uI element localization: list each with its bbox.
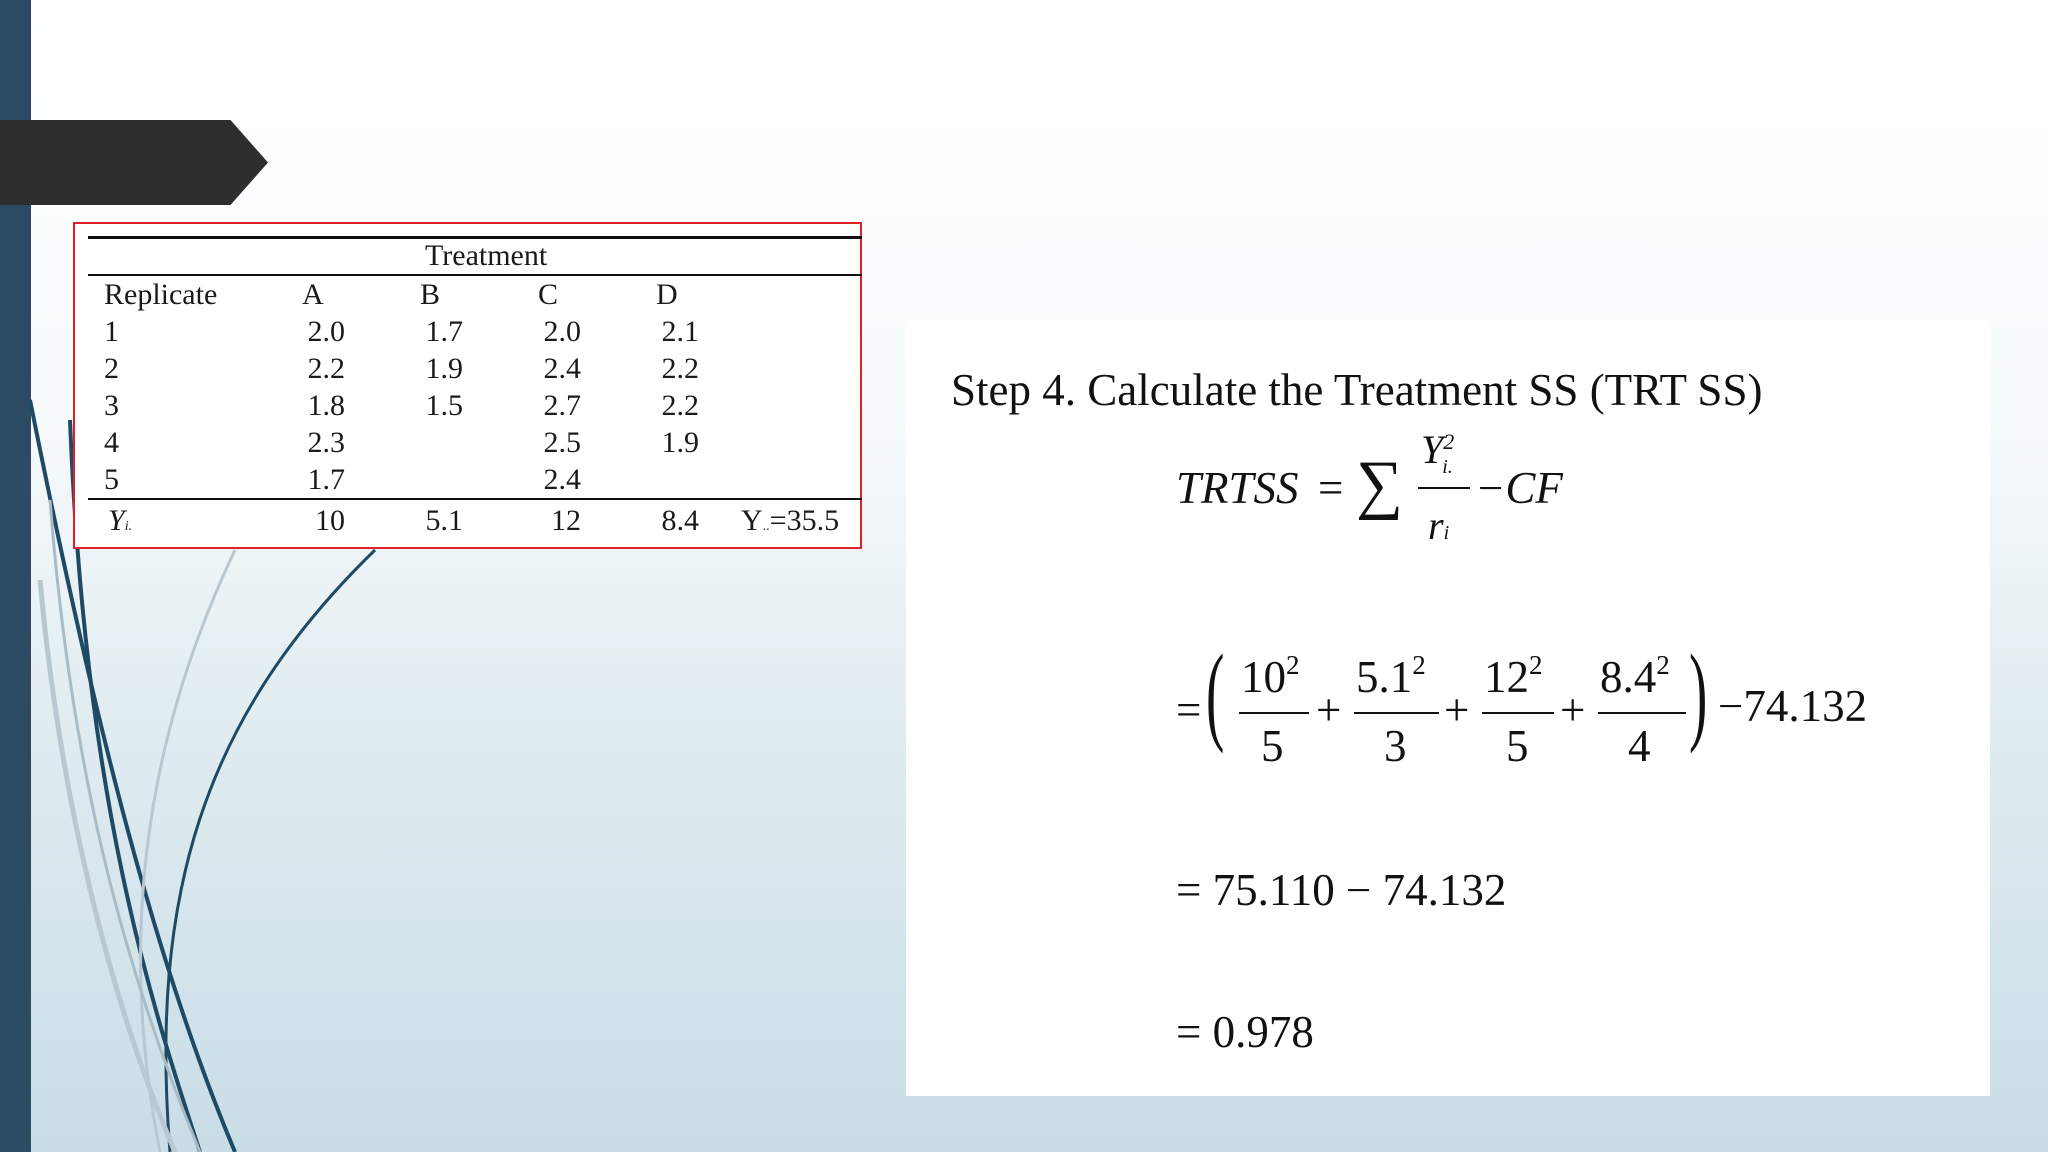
column-header-b: B [420,278,441,311]
row-label: 3 [104,389,119,422]
table-cell: 2.2 [307,352,345,385]
table-cell: 1.8 [307,389,345,422]
step-title: Step 4. Calculate the Treatment SS (TRT SS) [951,365,1763,415]
fraction-numerator: $12^2$ [1484,650,1543,702]
table-cell: 2.4 [543,463,581,496]
table-cell: 2.3 [307,426,345,459]
plus-sign: + [1444,685,1470,735]
fraction-bar [1239,712,1309,714]
table-cell: 1.9 [661,426,699,459]
fraction-denominator: 5 [1261,721,1284,771]
table-header-rule [88,274,862,276]
grand-total: Y..=35.5 [741,504,840,537]
table-cell: 2.7 [543,389,581,422]
fraction-bar [1354,712,1439,714]
equals-sign: = [1176,685,1202,735]
plus-sign: + [1316,685,1342,735]
table-cell: 2.0 [307,315,345,348]
fraction-numerator: $8.4^2$ [1600,650,1670,702]
fraction-denominator: 4 [1628,721,1651,771]
left-paren: ( [1206,632,1225,754]
formula-lhs: TRTSS [1176,463,1299,513]
treatment-group-header: Treatment [425,239,548,272]
formula-line-3: = 75.110 − 74.132 [1176,865,1507,915]
formula-panel [906,320,1990,1096]
plus-sign: + [1560,685,1586,735]
sigma-symbol: ∑ [1356,448,1404,521]
table-cell: 1.9 [425,352,463,385]
fraction-bar [1598,712,1686,714]
data-table [73,222,862,549]
right-paren: ) [1689,632,1708,754]
totals-cell: 5.1 [425,504,463,537]
denominator: ri [1428,503,1450,548]
table-cell: 2.0 [543,315,581,348]
fraction-bar [1482,712,1554,714]
fraction-numerator: $10^2$ [1241,650,1300,702]
minus-cf: −CF [1475,463,1563,513]
fraction-denominator: 5 [1506,721,1529,771]
row-label: 2 [104,352,119,385]
totals-cell: 8.4 [661,504,699,537]
table-cell: 2.5 [543,426,581,459]
fraction-numerator: $5.1^2$ [1356,650,1426,702]
row-label: 1 [104,315,119,348]
replicate-header: Replicate [104,278,218,311]
row-label: 4 [104,426,119,459]
fraction-bar [1418,487,1470,489]
table-cell: 2.2 [661,352,699,385]
formula-line-4: = 0.978 [1176,1007,1314,1057]
title-arrow-banner [0,120,268,205]
table-cell: 1.7 [425,315,463,348]
formula-tail: −74.132 [1718,681,1868,731]
table-cell: 1.5 [425,389,463,422]
totals-label: Yi. [108,504,133,537]
numerator: $Y^2_{i.}$ [1421,427,1455,478]
equals-sign: = [1318,463,1344,513]
totals-cell: 12 [551,504,581,537]
table-cell: 2.1 [661,315,699,348]
table-cell: 1.7 [307,463,345,496]
column-header-d: D [656,278,678,311]
column-header-c: C [538,278,559,311]
column-header-a: A [302,278,324,311]
totals-cell: 10 [315,504,345,537]
table-totals-rule [88,498,862,500]
fraction-denominator: 3 [1384,721,1407,771]
table-cell: 2.4 [543,352,581,385]
row-label: 5 [104,463,119,496]
table-cell: 2.2 [661,389,699,422]
